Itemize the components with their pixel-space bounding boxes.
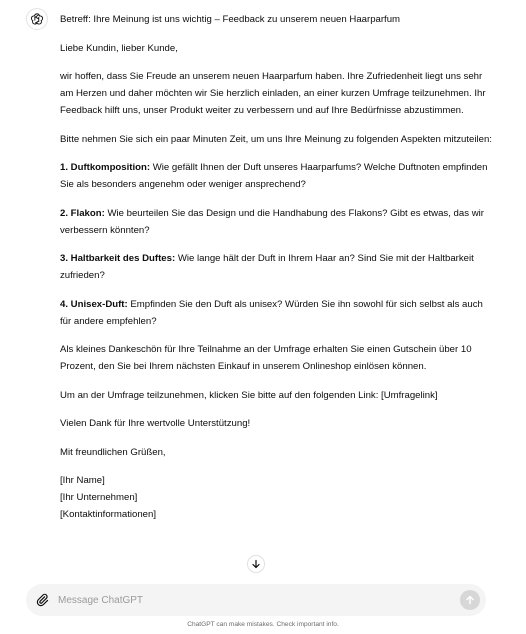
email-request: Bitte nehmen Sie sich ein paar Minuten Zeit, um uns Ihre Meinung zu folgenden Aspekten mitzuteilen: <box>60 133 492 145</box>
send-button[interactable] <box>460 590 480 610</box>
point-text: Wie gefällt Ihnen der Duft unseres Haarparfums? Welche Duftnoten empfinden Sie als besonders angenehm oder weniger ansprechend? <box>60 162 488 190</box>
email-link-line: Um an der Umfrage teilzunehmen, klicken Sie bitte auf den folgenden Link: [Umfragelink] <box>60 389 438 401</box>
email-voucher: Als kleines Dankeschön für Ihre Teilnahme an der Umfrage erhalten Sie einen Gutschein über 10 Prozent, den Sie bei Ihrem nächsten Einkauf in unserem Onlineshop einlösen können. <box>60 344 472 372</box>
paperclip-icon <box>35 593 49 607</box>
list-item <box>60 250 492 284</box>
email-intro: wir hoffen, dass Sie Freude an unserem neuen Haarparfum haben. Ihre Zufriedenheit liegt uns sehr am Herzen und daher möchten wir Sie herzlich einladen, an einer kurzen Umfrage teilzunehmen. Ihr Feedback hilft uns, unser Produkt weiter zu verbessern und auf Ihre Bedürfnisse abzustimmen. <box>60 71 486 116</box>
openai-logo-icon <box>30 12 44 26</box>
list-item <box>60 159 492 193</box>
message-composer <box>26 584 486 616</box>
signature-company: [Ihr Unternehmen] <box>60 492 138 503</box>
arrow-up-icon <box>465 595 475 605</box>
attach-button[interactable] <box>26 584 58 616</box>
message-input[interactable] <box>58 584 460 616</box>
point-text: Wie beurteilen Sie das Design und die Handhabung des Flakons? Gibt es etwas, das wir verbessern könnten? <box>60 207 484 236</box>
email-greeting: Liebe Kundin, lieber Kunde, <box>60 42 178 54</box>
scroll-down-button[interactable] <box>247 555 265 573</box>
email-thanks: Vielen Dank für Ihre wertvolle Unterstützung! <box>60 418 251 429</box>
point-text: Wie lange hält der Duft in Ihrem Haar an? Sind Sie mit der Haltbarkeit zufrieden? <box>60 253 474 281</box>
disclaimer: ChatGPT can make mistakes. Check important info. <box>187 621 339 628</box>
point-title: 1. Duftkomposition: <box>60 162 151 173</box>
point-title: 3. Haltbarkeit des Duftes: <box>60 253 176 264</box>
assistant-message <box>60 11 492 523</box>
point-title: 4. Unisex-Duft: <box>60 298 128 310</box>
signature-name: [Ihr Name] <box>60 475 105 486</box>
signature-contact: [Kontaktinformationen] <box>60 509 156 520</box>
assistant-avatar <box>26 8 48 30</box>
list-item <box>60 296 492 330</box>
email-closing: Mit freundlichen Grüßen, <box>60 446 166 458</box>
list-item <box>60 205 492 239</box>
point-title: 2. Flakon: <box>60 207 105 219</box>
email-subject: Betreff: Ihre Meinung ist uns wichtig – Feedback zu unserem neuen Haarparfum <box>60 14 401 25</box>
point-text: Empfinden Sie den Duft als unisex? Würden Sie ihn sowohl für sich selbst als auch für andere empfehlen? <box>60 298 483 327</box>
arrow-down-icon <box>251 559 261 569</box>
